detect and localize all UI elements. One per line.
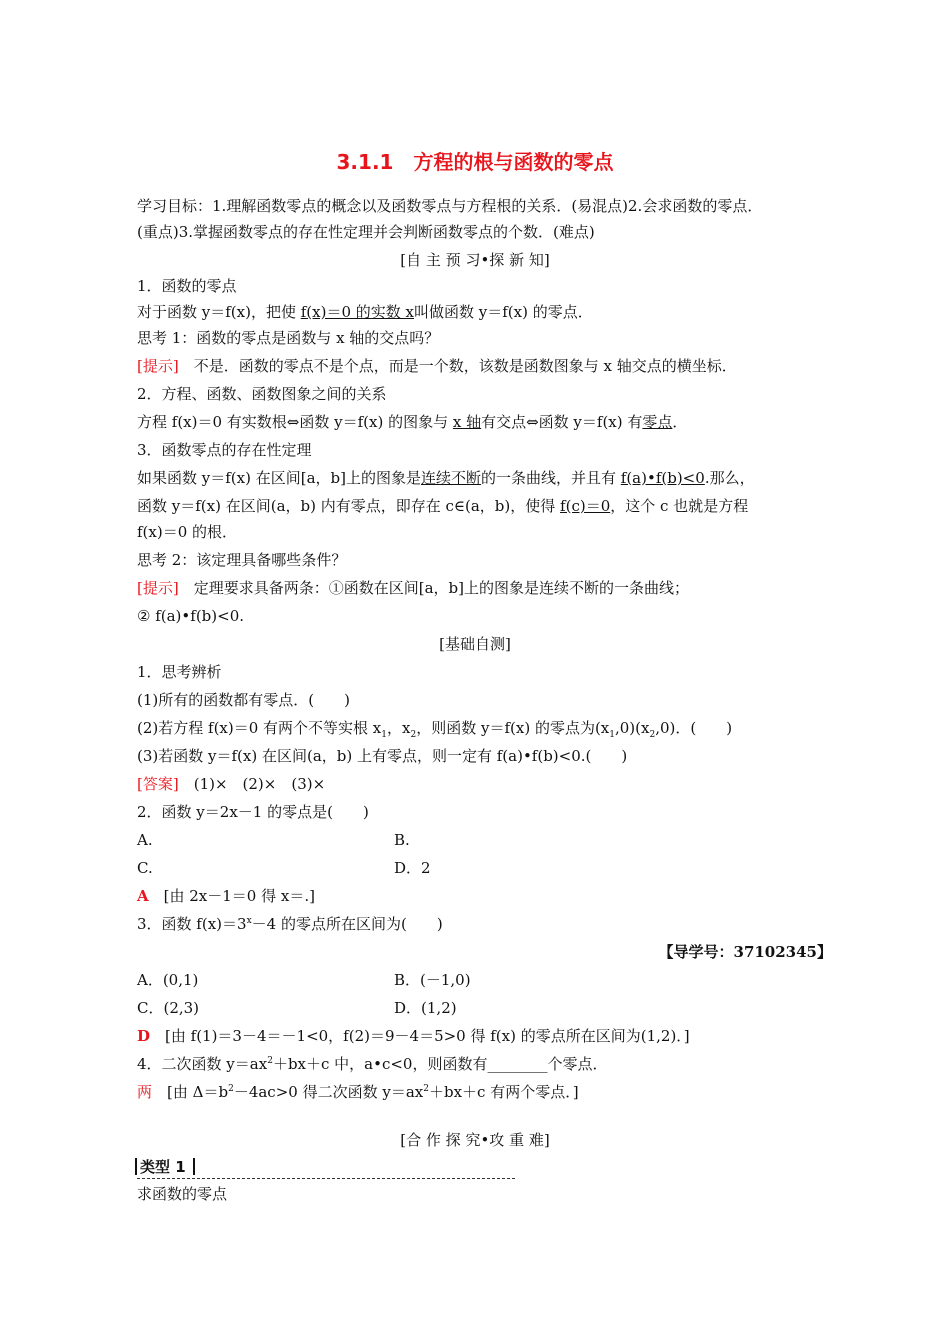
q1-statement-3: (3)若函数 y＝f(x) 在区间(a，b) 上有零点，则一定有 f(a)•f(b)<0.( ) — [137, 747, 628, 765]
think-question-1: 思考 1：函数的零点是函数与 x 轴的交点吗？ — [137, 329, 440, 347]
q2-options-row-1 — [137, 830, 153, 850]
q3-stem: 3．函数 $f(x)=3^x-4$ 的零点所在区间为( ) — [137, 915, 443, 933]
think-question-2: 思考 2：该定理具备哪些条件？ — [137, 551, 347, 569]
page-title: 3.1.1 方程的根与函数的零点 — [336, 150, 614, 174]
q2-option-b: B. — [394, 831, 410, 849]
hint-2-line-1: [提示] 定理要求具备两条：①函数在区间[a，b]上的图象是连续不断的一条曲线； — [137, 579, 689, 597]
q3-option-c: C．(2,3) — [137, 999, 200, 1017]
q1-heading: 1．思考辨析 — [137, 663, 222, 681]
q2-answer: A [由 2x－1＝0 得 x＝.] — [137, 887, 315, 905]
type-label-bar-left — [135, 1158, 137, 1175]
section-header-self-test: [基础自测] — [439, 635, 511, 653]
q4-answer: 两 [由 $\Delta=b^2-4ac>0$ 得二次函数 $y=ax^2+bx+c$ 有两个零点．] — [137, 1083, 579, 1101]
heading-existence-theorem: 3．函数零点的存在性定理 — [137, 441, 312, 459]
objectives-line-2: (重点)3.掌握函数零点的存在性定理并会判断函数零点的个数．(难点) — [137, 223, 595, 241]
q3-option-a: A．(0,1) — [137, 971, 199, 989]
hint-2-line-2: ② f(a)•f(b)<0. — [137, 607, 244, 625]
answer-label: A — [137, 887, 149, 905]
q2-option-d: D．2 — [394, 859, 431, 877]
answer-label: [答案] — [137, 775, 179, 793]
theorem-line-1: 如果函数 y＝f(x) 在区间[a，b]上的图象是连续不断的一条曲线，并且有 f(a)•f(b)<0.那么， — [137, 469, 755, 487]
objectives-line-1: 学习目标：1.理解函数零点的概念以及函数零点与方程根的关系．(易混点)2.会求函数的零点． — [137, 197, 763, 215]
q3-option-b: B．(－1,0) — [394, 971, 471, 989]
guide-number: 【导学号：37102345】 — [658, 943, 832, 961]
q1-statement-2: (2)若方程 f(x)＝0 有两个不等实根 $x_1$，$x_2$，则函数 y＝f(x) 的零点为$(x_1,0)(x_2,0)$．( ) — [137, 719, 733, 740]
type-divider — [137, 1178, 515, 1179]
fill-blank-answer: f(x)＝0 的实数 x — [300, 303, 414, 321]
q1-answer: [答案] (1)× (2)× (3)× — [137, 775, 326, 793]
section-header-preview: [自 主 预 习•探 新 知] — [400, 251, 550, 269]
heading-zero-point: 1．函数的零点 — [137, 277, 237, 295]
hint-1: [提示] 不是．函数的零点不是个点，而是一个数，该数是函数图象与 x 轴交点的横坐标． — [137, 357, 737, 375]
q3-answer: D [由 f(1)＝3－4＝－1<0，f(2)＝9－4＝5>0 得 f(x) 的零点所在区间为(1,2)．] — [137, 1027, 690, 1045]
theorem-line-3: f(x)＝0 的根． — [137, 523, 238, 541]
q2-option-a: A. — [137, 831, 153, 849]
relations-statement: 方程 f(x)＝0 有实数根⇔函数 y＝f(x) 的图象与 x 轴有交点⇔函数 y＝f(x) 有零点． — [137, 413, 688, 431]
theorem-line-2: 函数 y＝f(x) 在区间(a，b) 内有零点，即存在 c∈(a，b)，使得 f(c)＝0，这个 c 也就是方程 — [137, 497, 749, 515]
section-header-explore: [合 作 探 究•攻 重 难] — [400, 1131, 550, 1149]
q1-statement-1: (1)所有的函数都有零点．( ) — [137, 691, 350, 709]
type-label: 类型 1 — [140, 1158, 186, 1176]
answer-label: 两 — [137, 1083, 153, 1101]
heading-relations: 2．方程、函数、函数图象之间的关系 — [137, 385, 387, 403]
type-label-bar-right — [193, 1158, 195, 1175]
hint-label: [提示] — [137, 357, 179, 375]
q2-option-c: C. — [137, 859, 153, 877]
hint-label: [提示] — [137, 579, 179, 597]
definition-zero-point: 对于函数 y＝f(x)，把使 f(x)＝0 的实数 x叫做函数 y＝f(x) 的零点． — [137, 303, 593, 321]
answer-label: D — [137, 1027, 151, 1045]
type-title: 求函数的零点 — [137, 1185, 228, 1203]
q2-stem: 2．函数 y＝2x－1 的零点是( ) — [137, 803, 369, 821]
q4-stem: 4．二次函数 $y=ax^2+bx+c$ 中，a•c<0，则函数有________个零点． — [137, 1055, 608, 1073]
q3-option-d: D．(1,2) — [394, 999, 457, 1017]
